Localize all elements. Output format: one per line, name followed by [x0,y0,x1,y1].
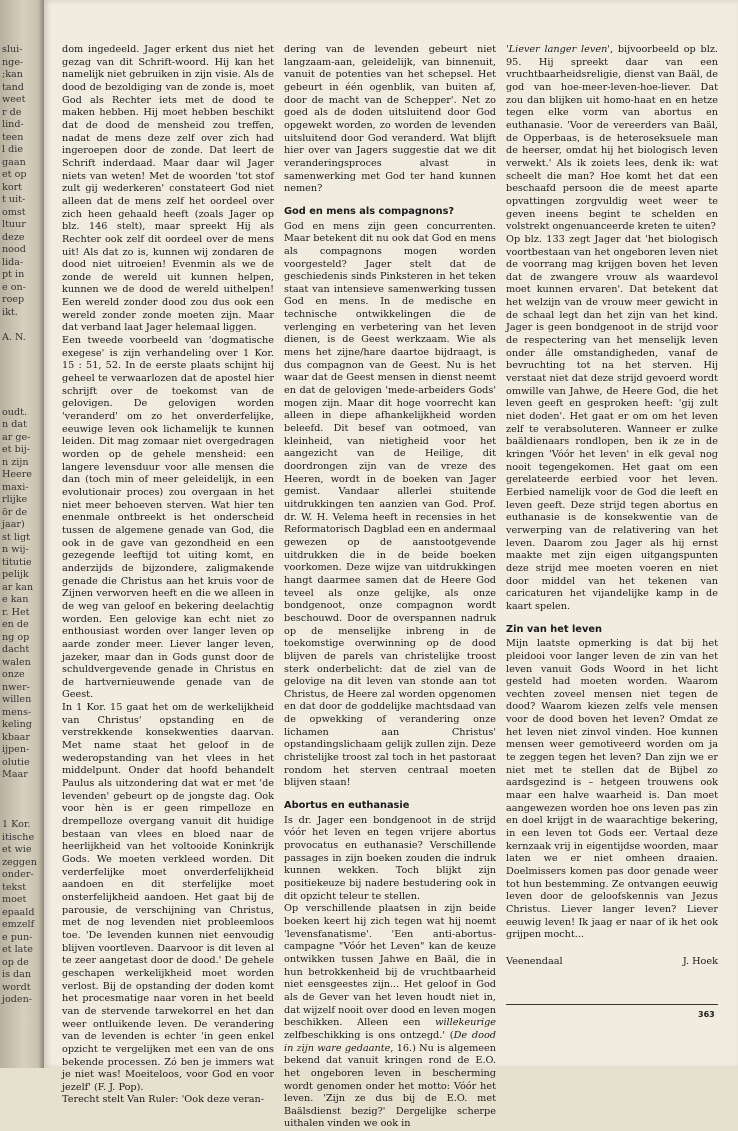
italic-text: willekeurige [435,1017,496,1029]
column-1 [62,44,274,1106]
paragraph: God en mens zijn geen concurrenten. Maar betekent dit nu ook dat God en mens als compagnons mogen worden voorgesteld? Jager stelt dat de geschiedenis sinds Pinksteren in het teken staat van intensieve samenwerking tussen God en mens. In de medische en technische ontwikkelingen die de verlenging en verbetering van het leven dienen, is de Geest werkzaam. Wie als mens het zijne/hare daartoe bijdraagt, is dus compagnon van de Geest. Nu is het waar dat de Geest mensen in dienst neemt en dat de gelovigen 'mede-arbeiders Gods' mogen zijn. Maar dit hoge voorrecht kan alleen in diepe afhankelijkheid worden beleefd. Dit besef van ootmoed, van kleinheid, van nietigheid voor het aangezicht van de Heilige, dit doordrongen zijn van de vreze des Heeren, wordt in de boeken van Jager gemist. Vandaar allerlei stuitende uitdrukkingen ten aanzien van God. Prof. dr. W. H. Velema heeft in recensies in het Reformatorisch Dagblad een en andermaal gewezen op de aanstootgevende uitdrukken die in de beide boeken voorkomen. Deze wijze van uitdrukkingen hangt daarmee samen dat de Heere God teveel als onze gelijke, als onze bondgenoot, onze compagnon wordt beschouwd. Door de overspannen nadruk op de menselijke inbreng in de toekomstige overwinning op de dood blijven de parels van christelijke troost sterk onderbelicht: dat de ziel van de gelovige na dit leven van stonde aan tot Christus, de Heere zal worden opgenomen en dat door de goddelijke machtsdaad van de opwekking of verandering onze lichamen aan Christus' opstandingslichaam gelijk zullen zijn. Deze christelijke troost zal toch in het pastoraat rondom het sterven centraal moeten blijven staan! [284,220,496,789]
paragraph: dering van de levenden gebeurt niet langzaam-aan, geleidelijk, van binnenuit, vanuit de potenties van het schepsel. Het gebeurt in één ogenblik, van buiten af, door de macht van de Schepper'. Net zo goed als de doden uitsluitend door God opgewekt worden, zo worden de levenden uitsluitend door God veranderd. Wat blijft hier over van Jagers suggestie dat we dit veranderingsproces alvast in samenwerking met God ter hand kunnen nemen? [284,44,496,195]
previous-page-fragments: slui- nge- ;kan tand weet r de lind- teen l die gaan et op kort t uit- omst ltuur deze nood lida- pt in e on- roep ikt. A. N. oudt. n dat ar ge- et bij- n zijn Heere maxi- rlijke ör de jaar) st ligt n wij- titutie pelijk ar kan e kan r. Het en de ng op dacht walen onze nwer- willen mens- keling kbaar ijpen- olutie Maar 1 Kor. itische et wie zeggen onder- tekst moet epaald emzelf e pun- et late op de is dan wordt joden- [2,44,37,1005]
italic-title: 'Liever langer leven' [506,44,610,55]
column-2 [284,44,496,1130]
magazine-page [44,0,738,1130]
text-run: , 16.) Nu is algemeen bekend dat vanuit kringen rond de E.O. het ongeboren leven in bescherming wordt genomen onder het motto: Vóór het leven. 'Zijn ze dus bij de E.O. met Baälsdienst bezig?' Dergelijke scherpe uithalen vinden we ook in [284,1042,496,1130]
section-heading: Zin van het leven [506,623,602,635]
text-run: Op verschillende plaatsen in zijn beide boeken keert hij zich tegen wat hij noemt 'levensfanatisme'. 'Een anti-abortus-campagne "Vóór het Leven" kan de keuze ontwikken tussen Jahwe en Baäl, die in hun betrokkenheid bij de vruchtbaarheid niet eensgeestes zijn... Het geloof in God als de Gever van het leven houdt niet in, dat wijzelf nooit over dood en leven mogen beschikken. Alleen een [284,903,496,1029]
paragraph: dom ingedeeld. Jager erkent dus niet het gezag van dit Schrift-woord. Hij kan het namelijk niet gebruiken in zijn visie. Als de dood de bezoldiging van de zonde is, moet God als Rechter iets met de dood te maken hebben. Hij moet hebben beschikt dat de dood de mensheid zou treffen, nadat de mens deze zelf over zich had ingeroepen door de zonde. Dat leert de Schrift inderdaad. Maar daar wil Jager niets van weten! Met de woorden 'tot stof zult gij wederkeren' constateert God niet alleen dat de mens zelf het oordeel over zich heen gehaald heeft (zoals Jager op blz. 146 stelt), maar spreekt Hij als Rechter ook zelf dit oordeel over de mens uit! Als dat zo is, kunnen wij zondaren de dood niet uitroeien! Evenmin als we de zonde de wereld uit kunnen helpen, kunnen we de dood de wereld uithelpen! Een wereld zonder dood zou dus ook een wereld zonder zonde moeten zijn. Maar dat verband laat Jager helemaal liggen. [62,44,274,334]
section-heading: God en mens als compagnons? [284,205,455,217]
paragraph [284,903,496,1131]
signature-line [506,956,718,969]
footer-rule [506,1004,718,1005]
author: J. Hoek [682,955,718,967]
page-number: 363 [698,1010,715,1019]
paragraph [506,44,718,234]
previous-page-edge [0,0,44,1068]
paragraph: Op blz. 133 zegt Jager dat 'het biologisch voortbestaan van het ongeboren leven niet de voorrang mag krijgen boven het leven dat de zwangere vrouw als waardevol moet kunnen ervaren'. Dat betekent dat het welzijn van de vrouw meer gewicht in de schaal legt dan het zijn van het kind. Jager is geen bondgenoot in de strijd voor de respectering van het menselijk leven onder álle omstandigheden, vanaf de bevruchting tot na het sterven. Hij verstaat niet dat deze strijd gevoerd wordt omwille van Jahwe, de Heere God, die het leven geeft en gesproken heeft: 'gij zult niet doden'. Het gaat er om om het leven zelf te verabsoluteren. Wanneer er zulke baäldienaars rondlopen, ben ik ze in de kringen 'Vóór het leven' in elk geval nog nooit tegengekomen. Het gaat om een gerelateerde eerbied voor het leven. Eerbied namelijk voor de God die leeft en leven geeft. Deze strijd tegen abortus en euthanasie is de konsekwentie van de verwerping van de relativering van het leven. Daarom zou Jager als hij ernst maakte met zijn eigen uitgangspunten deze strijd mee moeten voeren en niet door middel van het tekenen van caricaturen het vijandelijke kamp in de kaart spelen. [506,233,718,612]
paragraph: Mijn laatste opmerking is dat bij het pleidooi voor langer leven de zin van het leven vanuit Gods Woord in het licht gesteld had moeten worden. Waarom vechten zoveel mensen niet tegen de dood? Waarom kiezen zelfs vele mensen voor de dood boven het leven? Omdat ze het leven niet zinvol vinden. Hoe kunnen mensen weer gemotiveerd worden om ja te zeggen tegen het leven? Dan zijn we er niet met te stellen dat de Bijbel zo aardsgezind is – hetgeen trouwens ook maar een halve waarheid is. Dan moet aangewezen worden hoe ons leven pas zin en doel krijgt in de waarachtige bekering, in een leven tot Gods eer. Vertaal deze kernzaak vrij in eigentijdse woorden, maar laten we er niet omheen draaien. Doelmissers komen pas door genade weer tot hun bestemming. Ze ontvangen eeuwig leven door de geloofskennis van Jezus Christus. Liever langer leven? Liever eeuwig leven! Ik jaag er naar of ik het ook grijpen mocht... [506,638,718,941]
column-3 [506,44,718,994]
text-run: , bijvoorbeeld op blz. 95. Hij spreekt daar van een vruchtbaarheidsreligie, dienst van Baäl, de god van hoe-meer-leven-hoe-liever. Dat zou dan blijken uit homo-haat en en hetze tegen elke vorm van abortus en euthanasie. 'Voor de vereerders van Baäl, de Opperbaas, is de heteroseksuele man de heerser, omdat hij het biologisch leven verwekt.' Als ik zoiets lees, denk ik: wat scheelt die man? Hoe komt het dat een beschaafd persoon die de meest aparte opvattingen zorgvuldig weet weer te geven ineens begint te schelden en volstrekt ongenuanceerde kreten te uiten? [506,44,719,233]
paragraph: In 1 Kor. 15 gaat het om de werkelijkheid van Christus' opstanding en de verstrekkende konsekwenties daarvan. Met name staat het geloof in de wederopstanding van het vlees in het middelpunt. Onder dat hoofd behandelt Paulus als uitzondering dat wat er met 'de levenden' gebeurt op de jongste dag. Ook voor hèn is er geen rimpelloze en drempelloze overgang vanuit dit huidige bestaan van vlees en bloed naar de heerlijkheid van het voltooide Koninkrijk Gods. We moeten verkleed worden. Dit verderfelijke moet onverderfelijkheid aandoen en dit sterfelijke moet onsterfelijkheid aandoen. Het gaat bij de parousie, de verschijning van Christus, met de nog levenden niet probleemloos toe. 'De levenden kunnen niet eenvoudig blijven voortleven. Daarvoor is dit leven al te zeer aangetast door de dood.' De gehele geschapen werkelijkheid moet worden verlost. Bij de opstanding der doden komt het procesmatige naar voren in het beeld van de stervende tarwekorrel en het dan weer ontluikende leven. De verandering van de levenden is echter 'in geen enkel opzicht te vergelijken met een van de ons bekende processen. Zó ben je immers wat je niet was! Moeiteloos, voor God en voor jezelf' (F. J. Pop). [62,702,274,1093]
italic-title: De dood in zijn ware gedaante [284,1029,496,1054]
paragraph: Is dr. Jager een bondgenoot in de strijd vóór het leven en tegen vrijere abortus provocatus en euthanasie? Verschillende passages in zijn boeken zouden die indruk kunnen wekken. Toch blijkt zijn positiekeuze bij nadere bestudering ook in dit opzicht teleur te stellen. [284,814,496,902]
place: Veenendaal [506,955,563,967]
text-run: zelfbeschikking is ons ontzegd.' ( [284,1029,454,1041]
paragraph: Een tweede voorbeeld van 'dogmatische exegese' is zijn verhandeling over 1 Kor. 15 : 51, 52. In de eerste plaats schijnt hij geheel te verwaarlozen dat de apostel hier schrijft over de toekomst van de gelovigen. De gelovigen worden 'veranderd' om zo het onverderfelijke, eeuwige leven ook lichamelijk te kunnen leiden. Dit mag zomaar niet overgedragen worden op de gehele mensheid: een langere levensduur voor alle mensen die dan (toch min of meer geleidelijk, in een evolutionair proces) zou overgaan in het niet meer behoeven sterven. Wat hier ten enenmale ontbreekt is het onderscheid tussen de algemene genade van God, die ook in de gave van gezondheid en een gezegende leeftijd tot uiting komt, en anderzijds de bijzondere, zaligmakende genade die Christus aan het kruis voor de Zijnen verworven heeft en die we alleen in de weg van geloof en bekering deelachtig worden. Een gelovige kan echt niet zo enthousiast worden over langer leven op aarde zonder meer. Liever langer leven, jazeker, maar dan in Gods gunst door de schuldvergevende genade in Christus en de hartvernieuwende genade van de Geest. [62,335,274,701]
section-heading: Abortus en euthanasie [284,800,410,812]
paragraph: Terecht stelt Van Ruler: 'Ook deze veran- [62,1094,265,1106]
